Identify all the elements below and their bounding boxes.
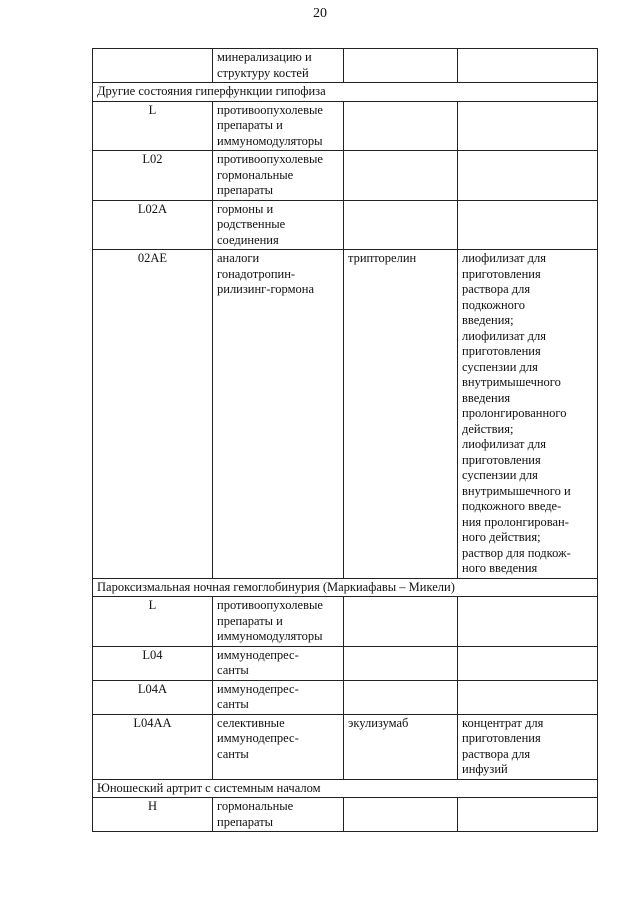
dosage-form-line: приготовления	[462, 266, 541, 281]
atc-code-cell	[93, 49, 213, 83]
table-row	[93, 597, 598, 647]
dosage-form-line: приготовления	[462, 731, 541, 745]
table-row	[93, 200, 598, 250]
dosage-form-line: введения;	[462, 313, 514, 327]
dosage-form-line: раствор для подкож-	[462, 545, 571, 560]
table-row	[93, 798, 598, 832]
table-row	[93, 646, 598, 680]
group-name-line: санты	[217, 663, 249, 677]
dosage-form-cell	[458, 597, 598, 647]
drug-table	[92, 48, 598, 832]
atc-code-cell: L	[93, 101, 213, 151]
dosage-form-line: подкожного	[462, 297, 525, 312]
group-name-line: рилизинг-гормона	[217, 282, 314, 296]
section-title: Пароксизмальная ночная гемоглобинурия (Маркиафавы – Микели)	[93, 578, 598, 597]
group-name-line: гонадотропин-	[217, 266, 296, 281]
group-name-line: препараты и	[217, 613, 283, 628]
dosage-form-line: ния пролонгирован-	[462, 514, 569, 529]
section-title: Другие состояния гиперфункции гипофиза	[93, 83, 598, 102]
group-name-cell	[213, 798, 344, 832]
drug-name-cell	[344, 714, 458, 779]
group-name-line: родственные	[217, 217, 286, 231]
group-name-cell	[213, 250, 344, 579]
group-name-cell	[213, 49, 344, 83]
dosage-form-line: введения	[462, 390, 511, 405]
page-number: 20	[313, 6, 327, 21]
group-name-line: иммуномодуляторы	[217, 133, 323, 148]
drug-name-cell	[344, 250, 458, 579]
group-name-line: гормоны и	[217, 201, 274, 216]
group-name-line: гормональные	[217, 799, 294, 813]
group-name-cell	[213, 200, 344, 250]
dosage-form-line: действия;	[462, 421, 514, 436]
dosage-form-cell	[458, 49, 598, 83]
group-name-line: препараты	[217, 183, 274, 197]
drug-name-cell	[344, 680, 458, 714]
table-row	[93, 49, 598, 83]
dosage-form-line: ного введения	[462, 561, 538, 575]
dosage-form-line: лиофилизат для	[462, 328, 546, 343]
group-name-line: противоопухолевые	[217, 102, 323, 117]
section-row	[93, 779, 598, 798]
group-name-cell	[213, 597, 344, 647]
group-name-line: противоопухолевые	[217, 598, 323, 612]
group-name-line: соединения	[217, 232, 279, 247]
dosage-form-line: раствора для	[462, 746, 531, 761]
group-name-line: гормональные	[217, 167, 294, 182]
table-row	[93, 680, 598, 714]
group-name-cell	[213, 646, 344, 680]
atc-code-cell: L02A	[93, 200, 213, 250]
group-name-line: селективные	[217, 715, 285, 730]
dosage-form-line: концентрат для	[462, 715, 544, 730]
dosage-form-line: ного действия;	[462, 530, 541, 544]
dosage-form-cell	[458, 714, 598, 779]
table-row	[93, 250, 598, 579]
group-name-cell	[213, 680, 344, 714]
dosage-form-line: подкожного введе-	[462, 499, 562, 513]
group-name-line: структуру костей	[217, 65, 309, 80]
dosage-form-cell	[458, 250, 598, 579]
atc-code-cell: H	[93, 798, 213, 832]
drug-name-line: трипторелин	[348, 251, 417, 265]
group-name-line: минерализацию и	[217, 50, 312, 64]
dosage-form-line: лиофилизат для	[462, 437, 546, 451]
atc-code-cell: L04AA	[93, 714, 213, 779]
dosage-form-line: лиофилизат для	[462, 251, 546, 265]
atc-code-cell: 02AE	[93, 250, 213, 579]
section-row	[93, 83, 598, 102]
group-name-cell	[213, 101, 344, 151]
dosage-form-cell	[458, 680, 598, 714]
group-name-line: иммунодепрес-	[217, 681, 299, 696]
group-name-line: препараты и	[217, 118, 283, 132]
group-name-line: препараты	[217, 814, 274, 829]
drug-name-cell	[344, 151, 458, 201]
dosage-form-line: приготовления	[462, 452, 541, 467]
dosage-form-cell	[458, 101, 598, 151]
dosage-form-line: внутримышечного	[462, 375, 561, 389]
group-name-line: иммуномодуляторы	[217, 629, 323, 643]
dosage-form-line: раствора для	[462, 282, 531, 296]
dosage-form-line: внутримышечного и	[462, 483, 571, 498]
group-name-line: иммунодепрес-	[217, 731, 299, 745]
table-row	[93, 101, 598, 151]
drug-name-cell	[344, 646, 458, 680]
dosage-form-cell	[458, 200, 598, 250]
dosage-form-line: приготовления	[462, 344, 541, 358]
dosage-form-line: суспензии для	[462, 468, 538, 482]
atc-code-cell: L04	[93, 646, 213, 680]
dosage-form-cell	[458, 798, 598, 832]
dosage-form-line: пролонгированного	[462, 406, 567, 420]
drug-name-cell	[344, 798, 458, 832]
atc-code-cell: L02	[93, 151, 213, 201]
group-name-cell	[213, 151, 344, 201]
group-name-line: санты	[217, 746, 249, 761]
group-name-line: санты	[217, 697, 249, 711]
dosage-form-line: суспензии для	[462, 359, 538, 374]
table-row	[93, 714, 598, 779]
table-row	[93, 151, 598, 201]
drug-name-cell	[344, 200, 458, 250]
dosage-form-line: инфузий	[462, 762, 508, 776]
section-title: Юношеский артрит с системным началом	[93, 779, 598, 798]
drug-name-cell	[344, 597, 458, 647]
group-name-cell	[213, 714, 344, 779]
dosage-form-cell	[458, 151, 598, 201]
dosage-form-cell	[458, 646, 598, 680]
drug-name-cell	[344, 49, 458, 83]
section-row	[93, 578, 598, 597]
group-name-line: противоопухолевые	[217, 152, 323, 166]
atc-code-cell: L	[93, 597, 213, 647]
drug-name-line: экулизумаб	[348, 715, 409, 730]
drug-name-cell	[344, 101, 458, 151]
atc-code-cell: L04A	[93, 680, 213, 714]
group-name-line: иммунодепрес-	[217, 647, 299, 662]
group-name-line: аналоги	[217, 251, 260, 265]
